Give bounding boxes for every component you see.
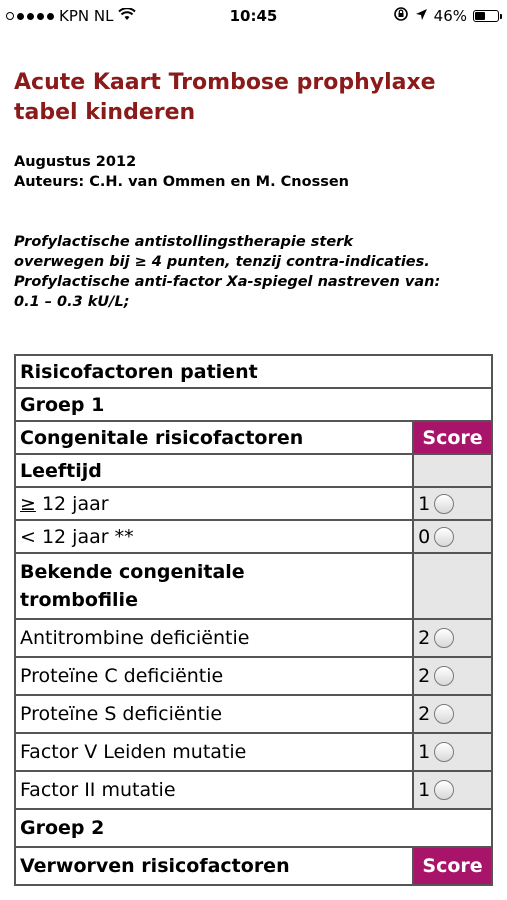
- factor-label: Antitrombine deficiëntie: [15, 619, 413, 657]
- status-left: [0, 7, 136, 25]
- authors-label: Auteurs: C.H. van Ommen en M. Cnossen: [14, 174, 349, 190]
- risk-factor-table: [14, 354, 493, 886]
- score-value: 1: [418, 779, 431, 801]
- age-lt12-label: < 12 jaar **: [15, 520, 413, 553]
- battery-icon: [473, 10, 499, 22]
- score-value: 0: [418, 525, 431, 548]
- table-row: [15, 619, 492, 657]
- table-row: [15, 421, 492, 454]
- meta-block: [14, 152, 494, 192]
- factor-label: Factor V Leiden mutatie: [15, 733, 413, 771]
- score-cell: [413, 695, 492, 733]
- group-2-label: Groep 2: [15, 809, 492, 847]
- thrombophilia-heading: [15, 553, 413, 619]
- score-cell: [413, 657, 492, 695]
- rotation-lock-icon: [393, 6, 409, 26]
- score-value: 1: [418, 741, 431, 763]
- date-label: Augustus 2012: [14, 154, 137, 170]
- page-title: Acute Kaart Trombose prophylaxe tabel kinderen: [14, 70, 436, 125]
- table-row: [15, 695, 492, 733]
- signal-dots-icon: [6, 12, 54, 20]
- table-row: [15, 520, 492, 553]
- table-row: [15, 733, 492, 771]
- ge-symbol: ≥: [20, 492, 36, 515]
- score-value: 2: [418, 703, 431, 725]
- factor-label: Proteïne C deficiëntie: [15, 657, 413, 695]
- empty-score-cell: [413, 454, 492, 487]
- advice-line-2: overwegen bij ≥ 4 punten, tenzij contra-indicaties.: [14, 254, 430, 270]
- antitrombine-checkbox[interactable]: [434, 628, 454, 648]
- table-header: Risicofactoren patient: [15, 355, 492, 388]
- score-column-header: Score: [413, 847, 492, 885]
- protein-c-checkbox[interactable]: [434, 666, 454, 686]
- score-value: 1: [418, 492, 431, 515]
- empty-score-cell: [413, 553, 492, 619]
- score-cell: [413, 771, 492, 809]
- thrombophilia-heading-line-1: Bekende congenitale: [20, 561, 245, 583]
- location-arrow-icon: [415, 7, 428, 25]
- carrier-label: KPN NL: [59, 7, 114, 25]
- acquired-heading: Verworven risicofactoren: [15, 847, 413, 885]
- advice-line-1: Profylactische antistollingstherapie sterk: [14, 234, 353, 250]
- status-bar: [0, 0, 507, 32]
- congenital-heading: Congenitale risicofactoren: [15, 421, 413, 454]
- table-row: [15, 487, 492, 520]
- age-heading: Leeftijd: [15, 454, 413, 487]
- age-lt12-checkbox[interactable]: [434, 527, 454, 547]
- advice-line-4: 0.1 – 0.3 kU/L;: [14, 294, 130, 310]
- table-row: [15, 355, 492, 388]
- table-row: [15, 771, 492, 809]
- table-row: [15, 388, 492, 421]
- status-time: 10:45: [229, 7, 278, 25]
- table-row: [15, 553, 492, 619]
- factor-label: Proteïne S deficiëntie: [15, 695, 413, 733]
- advice-note: [14, 232, 494, 312]
- score-value: 2: [418, 665, 431, 687]
- score-value: 2: [418, 627, 431, 649]
- advice-line-3: Profylactische anti-factor Xa-spiegel nastreven van:: [14, 274, 441, 290]
- battery-percent: 46%: [433, 7, 467, 25]
- table-row: [15, 657, 492, 695]
- page-header: [14, 68, 494, 312]
- battery-fill: [475, 12, 485, 20]
- score-cell: [413, 619, 492, 657]
- score-column-header: Score: [413, 421, 492, 454]
- table-row: [15, 809, 492, 847]
- score-cell: [413, 733, 492, 771]
- factor-label: Factor II mutatie: [15, 771, 413, 809]
- wifi-icon: [118, 7, 136, 25]
- factor-ii-checkbox[interactable]: [434, 780, 454, 800]
- age-ge12-label: [15, 487, 413, 520]
- age-ge12-checkbox[interactable]: [434, 494, 454, 514]
- age-ge12-text: 12 jaar: [35, 492, 109, 515]
- protein-s-checkbox[interactable]: [434, 704, 454, 724]
- factor-v-leiden-checkbox[interactable]: [434, 742, 454, 762]
- group-1-label: Groep 1: [15, 388, 492, 421]
- status-right: [393, 6, 507, 26]
- table-row: [15, 847, 492, 885]
- score-cell: [413, 487, 492, 520]
- score-cell: [413, 520, 492, 553]
- thrombophilia-heading-line-2: trombofilie: [20, 589, 138, 611]
- table-row: [15, 454, 492, 487]
